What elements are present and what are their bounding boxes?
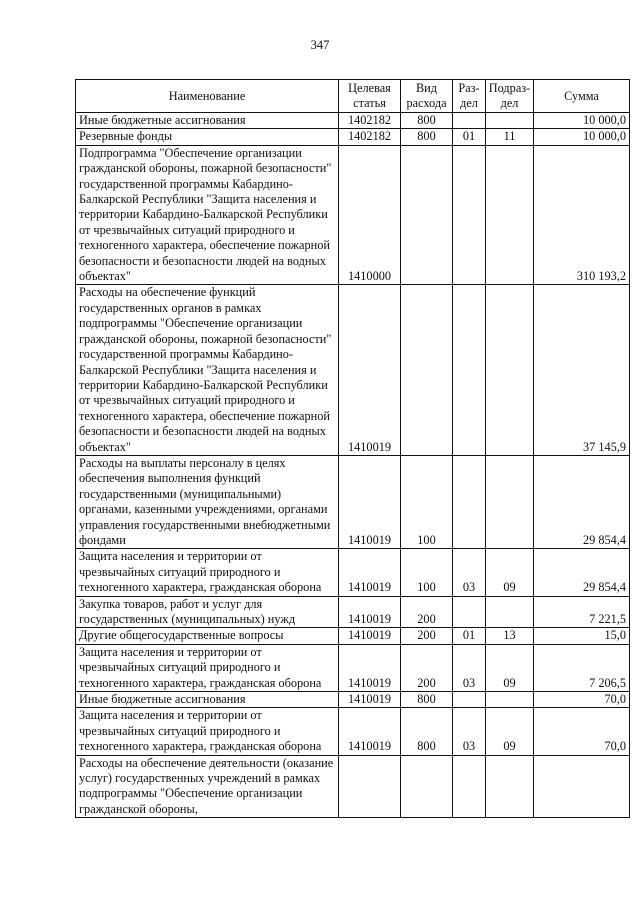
cell-target: 1410019 bbox=[339, 285, 401, 455]
cell-kind: 100 bbox=[401, 455, 453, 548]
cell-subsection bbox=[486, 145, 534, 285]
cell-kind: 800 bbox=[401, 692, 453, 708]
cell-section: 03 bbox=[453, 644, 486, 691]
cell-name: Иные бюджетные ассигнования bbox=[76, 113, 339, 129]
cell-kind: 200 bbox=[401, 628, 453, 644]
cell-kind bbox=[401, 285, 453, 455]
header-name: Наименование bbox=[76, 80, 339, 113]
cell-kind: 100 bbox=[401, 549, 453, 596]
cell-amount: 29 854,4 bbox=[534, 455, 630, 548]
cell-section: 01 bbox=[453, 129, 486, 145]
header-subsection: Подраз-дел bbox=[486, 80, 534, 113]
cell-amount: 7 221,5 bbox=[534, 596, 630, 628]
cell-subsection bbox=[486, 692, 534, 708]
cell-subsection: 09 bbox=[486, 549, 534, 596]
cell-target: 1410019 bbox=[339, 628, 401, 644]
table-row bbox=[76, 285, 630, 455]
cell-name: Расходы на обеспечение деятельности (оказание услуг) государственных учреждений в рамках подпрограммы "Обеспечение организации гражданской обороны, bbox=[76, 755, 339, 818]
table-row bbox=[76, 596, 630, 628]
cell-section: 03 bbox=[453, 708, 486, 755]
cell-subsection bbox=[486, 285, 534, 455]
cell-name: Закупка товаров, работ и услуг для государственных (муниципальных) нужд bbox=[76, 596, 339, 628]
cell-name: Защита населения и территории от чрезвычайных ситуаций природного и техногенного характера, гражданская оборона bbox=[76, 549, 339, 596]
table-row bbox=[76, 755, 630, 818]
cell-name: Иные бюджетные ассигнования bbox=[76, 692, 339, 708]
table-row bbox=[76, 129, 630, 145]
cell-amount: 15,0 bbox=[534, 628, 630, 644]
cell-amount bbox=[534, 755, 630, 818]
cell-amount: 29 854,4 bbox=[534, 549, 630, 596]
cell-subsection: 09 bbox=[486, 644, 534, 691]
cell-subsection bbox=[486, 113, 534, 129]
cell-section bbox=[453, 285, 486, 455]
cell-target: 1410019 bbox=[339, 549, 401, 596]
cell-target: 1410019 bbox=[339, 455, 401, 548]
table-row bbox=[76, 644, 630, 691]
cell-target: 1402182 bbox=[339, 129, 401, 145]
cell-target: 1410019 bbox=[339, 596, 401, 628]
table-row bbox=[76, 549, 630, 596]
cell-section bbox=[453, 455, 486, 548]
cell-section bbox=[453, 113, 486, 129]
cell-name: Расходы на обеспечение функций государственных органов в рамках подпрограммы "Обеспечение организации гражданской обороны, пожарной безопасности" государственной программы Кабардино-Балкарской Республики "Защита населения и территории Кабардино-Балкарской Республики от чрезвычайных ситуаций природного и техногенного характера, обеспечение пожарной безопасности и безопасности людей на водных объектах" bbox=[76, 285, 339, 455]
cell-section bbox=[453, 692, 486, 708]
table-row bbox=[76, 113, 630, 129]
cell-kind: 200 bbox=[401, 596, 453, 628]
cell-kind bbox=[401, 755, 453, 818]
cell-target bbox=[339, 755, 401, 818]
table-header-row bbox=[76, 80, 630, 113]
header-kind: Вид расхода bbox=[401, 80, 453, 113]
cell-section bbox=[453, 755, 486, 818]
cell-subsection bbox=[486, 455, 534, 548]
header-section: Раз-дел bbox=[453, 80, 486, 113]
cell-amount: 7 206,5 bbox=[534, 644, 630, 691]
cell-subsection bbox=[486, 596, 534, 628]
cell-kind: 200 bbox=[401, 644, 453, 691]
table-row bbox=[76, 455, 630, 548]
cell-amount: 310 193,2 bbox=[534, 145, 630, 285]
cell-target: 1410019 bbox=[339, 692, 401, 708]
cell-section: 01 bbox=[453, 628, 486, 644]
cell-subsection bbox=[486, 755, 534, 818]
cell-name: Подпрограмма "Обеспечение организации гражданской обороны, пожарной безопасности" государственной программы Кабардино-Балкарской Республики "Защита населения и территории Кабардино-Балкарской Республики от чрезвычайных ситуаций природного и техногенного характера, обеспечение пожарной безопасности и безопасности людей на водных объектах" bbox=[76, 145, 339, 285]
header-amount: Сумма bbox=[534, 80, 630, 113]
cell-name: Защита населения и территории от чрезвычайных ситуаций природного и техногенного характера, гражданская оборона bbox=[76, 708, 339, 755]
page-number: 347 bbox=[310, 38, 330, 52]
cell-amount: 70,0 bbox=[534, 692, 630, 708]
cell-target: 1410000 bbox=[339, 145, 401, 285]
cell-amount: 10 000,0 bbox=[534, 129, 630, 145]
cell-name: Расходы на выплаты персоналу в целях обеспечения выполнения функций государственными (муниципальными) органами, казенными учреждениями, органами управления государственными внебюджетными фондами bbox=[76, 455, 339, 548]
cell-subsection: 11 bbox=[486, 129, 534, 145]
cell-kind: 800 bbox=[401, 129, 453, 145]
cell-amount: 70,0 bbox=[534, 708, 630, 755]
cell-section: 03 bbox=[453, 549, 486, 596]
cell-kind: 800 bbox=[401, 708, 453, 755]
table-row bbox=[76, 145, 630, 285]
cell-kind bbox=[401, 145, 453, 285]
cell-name: Резервные фонды bbox=[76, 129, 339, 145]
cell-target: 1410019 bbox=[339, 644, 401, 691]
cell-name: Защита населения и территории от чрезвычайных ситуаций природного и техногенного характера, гражданская оборона bbox=[76, 644, 339, 691]
table-row bbox=[76, 708, 630, 755]
cell-name: Другие общегосударственные вопросы bbox=[76, 628, 339, 644]
table-row bbox=[76, 628, 630, 644]
budget-table bbox=[75, 79, 630, 818]
cell-subsection: 09 bbox=[486, 708, 534, 755]
cell-subsection: 13 bbox=[486, 628, 534, 644]
cell-target: 1410019 bbox=[339, 708, 401, 755]
cell-amount: 10 000,0 bbox=[534, 113, 630, 129]
cell-kind: 800 bbox=[401, 113, 453, 129]
cell-section bbox=[453, 145, 486, 285]
header-target: Целевая статья bbox=[339, 80, 401, 113]
cell-target: 1402182 bbox=[339, 113, 401, 129]
cell-section bbox=[453, 596, 486, 628]
cell-amount: 37 145,9 bbox=[534, 285, 630, 455]
table-row bbox=[76, 692, 630, 708]
